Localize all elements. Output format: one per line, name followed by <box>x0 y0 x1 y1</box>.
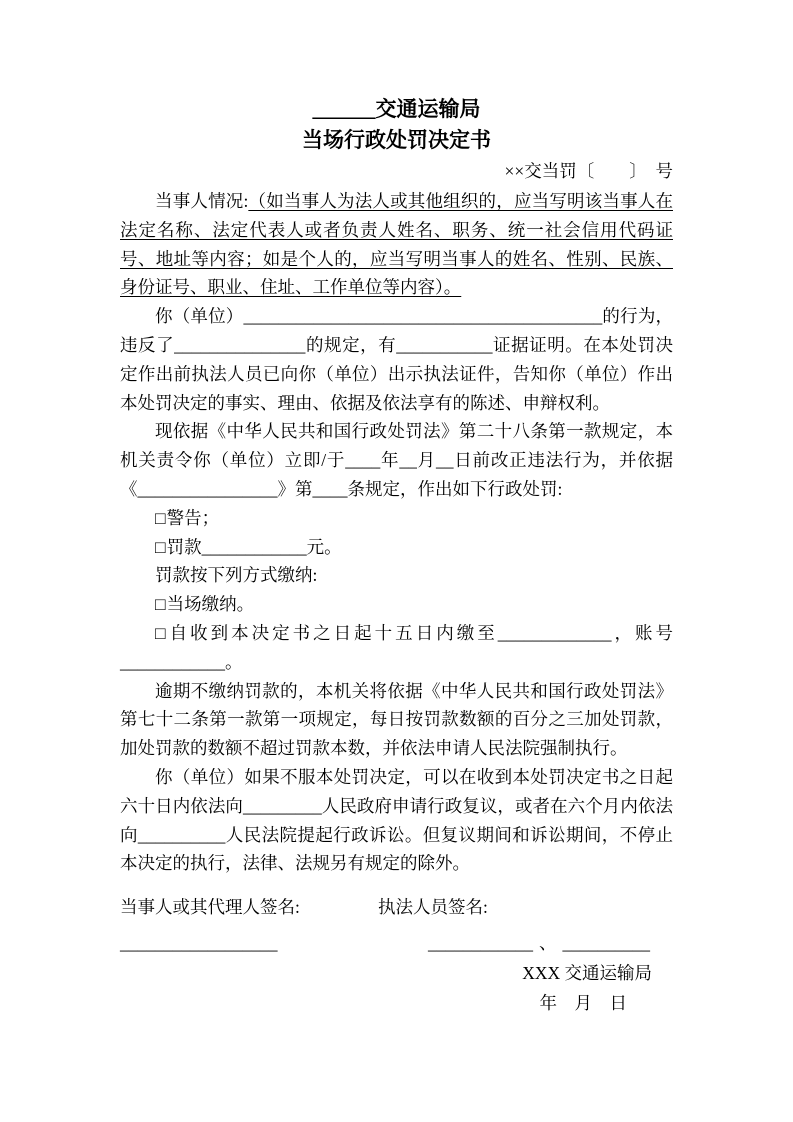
checkbox-onsite-icon: □ <box>155 594 166 615</box>
party-signature-line: __________________ <box>120 933 278 954</box>
party-info-paragraph <box>120 187 673 302</box>
law-name-blank: ________________ <box>137 478 278 499</box>
penalty-option-warning <box>120 504 673 533</box>
payment-method-intro: 罚款按下列方式缴纳: <box>155 565 318 586</box>
violation-seg2: 的行为，违反了 <box>120 306 674 355</box>
appeal-seg3: 人民法院提起行政诉讼。但复议期间和诉讼期间，不停止本决定的执行，法律、法规另有规定的除外。 <box>120 824 674 874</box>
checkbox-bank-icon: □ <box>155 622 169 643</box>
title-doc-type: 当场行政处罚决定书 <box>302 128 491 152</box>
agency-name-blank: ______ <box>312 97 376 121</box>
legal-basis-seg4: 日前改正违法行为，并依据《 <box>120 450 674 499</box>
account-number-blank: ____________ <box>120 651 225 672</box>
violation-seg3: 的规定，有 <box>305 334 397 355</box>
signature-block <box>120 892 673 1018</box>
appeal-seg1: 你（单位）如果不服本处罚决定，可以在收到本处罚决定书之日起六十日内依法向 <box>120 766 673 816</box>
penalty-warning-label: 警告； <box>166 507 220 528</box>
legal-basis-seg6: 条规定，作出如下行政处罚: <box>347 478 563 499</box>
year-label: 年 <box>380 450 400 471</box>
month-blank: __ <box>399 450 417 471</box>
violation-behavior-blank: _________________________________________ <box>243 306 603 327</box>
month-label: 月 <box>416 450 436 471</box>
issuing-agency: XXX 交通运输局 <box>522 963 652 984</box>
appeal-seg2: 人民政府申请行政复议，或者在六个月内依法向 <box>120 795 673 845</box>
signature-separator: 、 <box>539 933 557 954</box>
fine-unit-label: 元。 <box>306 536 342 557</box>
appeal-rights-paragraph <box>120 763 673 878</box>
date-line: 年 月 日 <box>539 993 627 1014</box>
year-blank: ____ <box>345 450 381 471</box>
checkbox-warning-icon: □ <box>155 507 166 528</box>
court-name-blank: __________ <box>137 824 226 845</box>
officer-signature-line-2: __________ <box>562 933 650 954</box>
party-info-label: 当事人情况: <box>155 191 249 211</box>
signature-blanks-row <box>120 928 673 958</box>
violation-seg1: 你（单位） <box>155 306 244 327</box>
violation-seg4: 证据证明。在本处罚决定作出前执法人员已向你（单位）出示执法证件，告知你（单位）作出本处罚决定的事实、理由、依据及依法享有的陈述、申辩权利。 <box>120 334 674 413</box>
evidence-blank: ___________ <box>396 334 493 355</box>
party-signature-blank <box>120 928 428 958</box>
review-government-blank: _________ <box>242 795 322 816</box>
bank-payment-seg2: ，账号 <box>611 622 674 643</box>
day-blank: __ <box>435 450 454 471</box>
violated-rule-blank: _______________ <box>174 334 306 355</box>
signature-labels-row <box>120 892 673 922</box>
payment-option-bank <box>120 619 673 677</box>
overdue-penalty-paragraph: 逾期不缴纳罚款的，本机关将依据《中华人民共和国行政处罚法》第七十二条第一款第一项规定，每日按罚款数额的百分之三加处罚款，加处罚款的数额不超过罚款本数，并依法申请人民法院强制执行。 <box>120 680 673 759</box>
officer-signature-line-1: ____________ <box>428 933 533 954</box>
checkbox-fine-icon: □ <box>155 536 166 557</box>
penalty-option-fine <box>120 533 673 562</box>
bank-payment-seg3: 。 <box>225 651 243 672</box>
payee-blank: _____________ <box>497 622 612 643</box>
officer-signature-blanks <box>428 928 650 958</box>
bank-payment-seg1: 自收到本决定书之日起十五日内缴至 <box>169 622 498 643</box>
document-number: ××交当罚〔 〕 号 <box>504 161 673 181</box>
payment-option-onsite <box>120 590 673 619</box>
onsite-payment-label: 当场缴纳。 <box>166 594 255 615</box>
article-number-blank: ____ <box>312 478 348 499</box>
title-agency-text: 交通运输局 <box>375 97 481 121</box>
party-signature-label: 当事人或其代理人签名: <box>120 897 300 918</box>
fine-amount-blank: ____________ <box>201 536 307 557</box>
party-info-instructions: （如当事人为法人或其他组织的，应当写明该当事人在法定名称、法定代表人或者负责人姓名、职务、统一社会信用代码证号、地址等内容；如是个人的，应当写明当事人的姓名、性别、民族、身份证号、职业、住址、工作单位等内容）。 <box>120 191 673 298</box>
legal-basis-seg1: 现依据《中华人民共和国行政处罚法》第二十八条第一款规定，本机关责令你（单位）立即/于 <box>120 421 673 471</box>
title-line-agency <box>120 94 673 125</box>
legal-basis-paragraph <box>120 417 673 503</box>
document-title <box>120 94 673 156</box>
violation-paragraph <box>120 302 673 417</box>
legal-basis-seg5: 》第 <box>277 478 313 499</box>
officer-signature-label: 执法人员签名: <box>378 897 488 918</box>
fine-label: 罚款 <box>166 536 202 557</box>
